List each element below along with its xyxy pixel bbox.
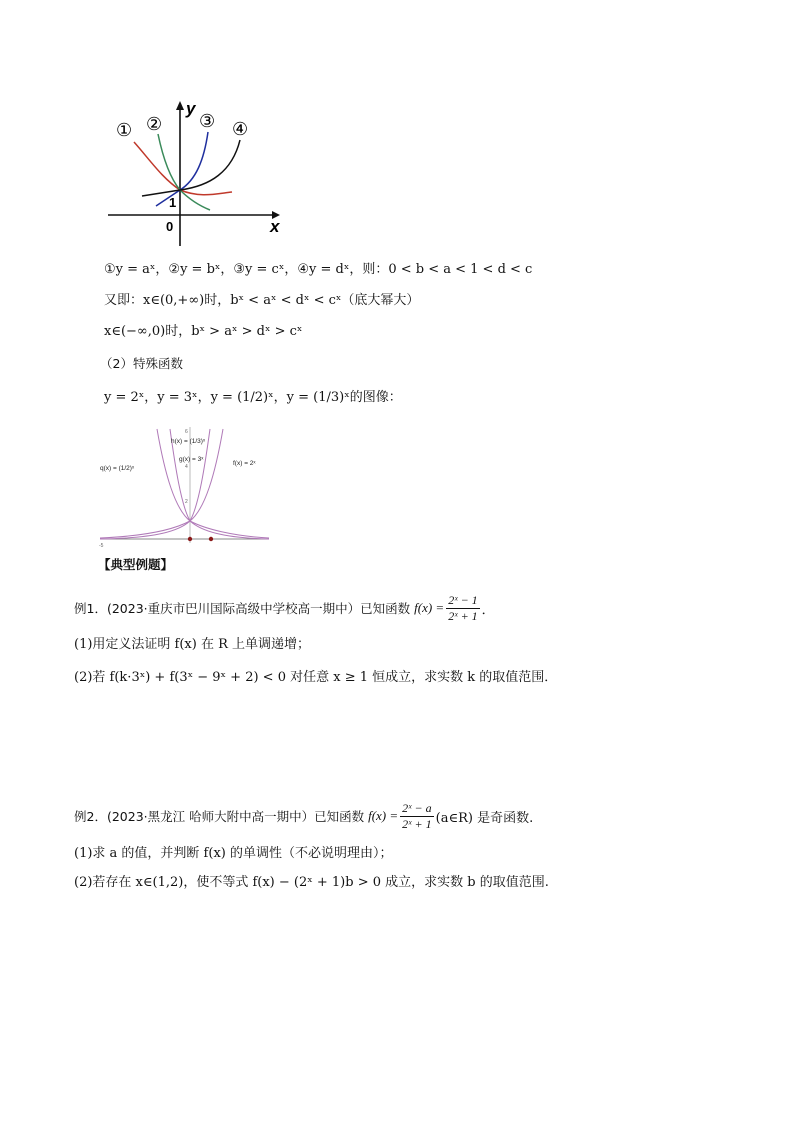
example-1-tail: ．	[481, 602, 495, 618]
label-g: g(x) = 3ˣ	[179, 456, 204, 463]
example-1-question-2: (2)若 f(k·3ˣ) + f(3ˣ − 9ˣ + 2) < 0 对任意 x ≥ 1 恒成立，求实数 k 的取值范围．	[74, 670, 558, 685]
origin-label: 0	[166, 219, 174, 234]
curve-1	[134, 142, 232, 195]
example-2-denominator: 2ˣ + 1	[402, 816, 432, 831]
curve-label-4: ④	[232, 119, 249, 139]
curve-q-half-x	[157, 429, 269, 538]
x-axis-label: x	[270, 217, 280, 236]
tick-4: 4	[185, 464, 188, 470]
curve-label-2: ②	[146, 114, 163, 134]
example-2-fraction	[400, 801, 433, 832]
special-functions-graph	[97, 425, 272, 550]
one-label: 1	[169, 195, 177, 210]
curve-f-2x	[100, 429, 223, 538]
example-1-numerator: 2ˣ − 1	[448, 592, 478, 607]
special-functions-line: y = 2ˣ，y = 3ˣ，y = (1/2)ˣ，y = (1/3)ˣ的图像：	[104, 390, 402, 405]
example-2-tail: (a∈R) 是奇函数.	[435, 810, 534, 826]
examples-heading: 【典型例题】	[98, 557, 174, 572]
example-2-question-2: (2)若存在 x∈(1,2)，使不等式 f(x) − (2ˣ + 1)b > 0 成立，求实数 b 的取值范围.	[74, 875, 549, 890]
exponential-curves-figure	[100, 98, 290, 250]
point-marker-1	[188, 537, 192, 541]
section-title-special-functions: （2）特殊函数	[100, 356, 183, 371]
relation-line-3: x∈(−∞,0)时，bˣ > aˣ > dˣ > cˣ	[104, 324, 303, 339]
tick-neg5: -5	[99, 543, 104, 549]
relation-line-2: 又即：x∈(0,+∞)时，bˣ < aˣ < dˣ < cˣ（底大幂大）	[104, 293, 420, 308]
example-2-head: 例2．(2023·黑龙江 哈师大附中高一期中）已知函数	[74, 809, 365, 824]
example-1-denominator: 2ˣ + 1	[448, 608, 478, 623]
example-1-head: 例1．(2023·重庆市巴川国际高级中学校高一期中）已知函数	[74, 601, 411, 616]
example-2-statement	[74, 798, 533, 834]
label-f: f(x) = 2ˣ	[233, 460, 256, 467]
relation-line-1: ①y = aˣ，②y = bˣ，③y = cˣ，④y = dˣ，则：0 < b < a < 1 < d < c	[104, 262, 533, 277]
example-2-func: f(x) =	[368, 808, 399, 823]
y-axis-arrow	[176, 101, 184, 110]
label-q: q(x) = (1/2)ˣ	[100, 465, 135, 472]
example-1-statement	[74, 590, 495, 626]
label-h: h(x) = (1/3)ˣ	[171, 438, 206, 445]
curve-label-1: ①	[116, 120, 133, 140]
example-1-fraction	[446, 593, 479, 624]
curve-label-3: ③	[199, 111, 216, 131]
example-1-func: f(x) =	[414, 600, 445, 615]
example-1-question-1: (1)用定义法证明 f(x) 在 R 上单调递增；	[74, 637, 311, 652]
example-2-numerator: 2ˣ − a	[402, 800, 432, 815]
y-axis-label: y	[186, 99, 196, 118]
tick-6: 6	[185, 429, 188, 435]
example-2-question-1: (1)求 a 的值，并判断 f(x) 的单调性（不必说明理由）；	[74, 846, 393, 861]
point-marker-2	[209, 537, 213, 541]
tick-2: 2	[185, 499, 188, 505]
